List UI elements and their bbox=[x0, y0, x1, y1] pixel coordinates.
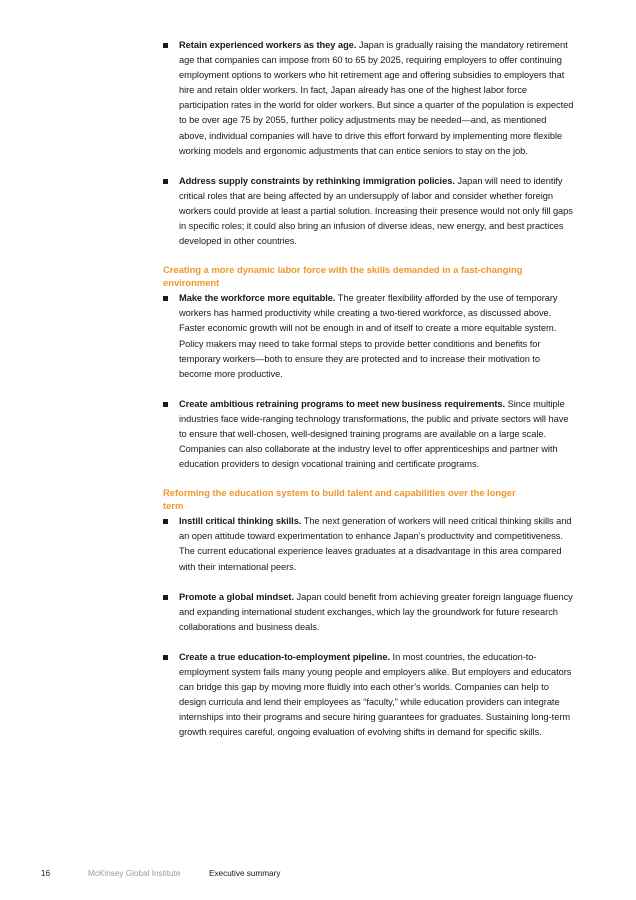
bullet-global-mindset bbox=[163, 590, 575, 635]
publisher-name: McKinsey Global Institute bbox=[88, 869, 181, 878]
bullet-square-icon bbox=[163, 296, 168, 301]
bullet-text: Since multiple industries face wide-ranging technology transformations, the public and private sectors will have to ensure that well-chosen, well-designed training programs are available on a large scale. Companies can also collaborate at the industry level to offer apprenticeships and partner with education providers to design vocational training and certificate programs. bbox=[179, 398, 569, 470]
bullet-retain-workers bbox=[163, 38, 575, 159]
bullet-education-pipeline bbox=[163, 650, 575, 741]
bullet-critical-thinking bbox=[163, 514, 575, 574]
bullet-square-icon bbox=[163, 655, 168, 660]
bullet-text: The next generation of workers will need critical thinking skills and an open attitude toward experimentation to enhance Japan’s productivity and competitiveness. The current educational experience leaves graduates at a disadvantage in this area compared with their international peers. bbox=[179, 516, 572, 572]
bullet-lead: Make the workforce more equitable. bbox=[179, 293, 336, 304]
bullet-lead: Instill critical thinking skills. bbox=[179, 516, 302, 527]
bullet-square-icon bbox=[163, 402, 168, 407]
section-heading-education: Reforming the education system to build talent and capabilities over the longer term bbox=[163, 487, 516, 511]
page-body bbox=[163, 38, 575, 755]
bullet-text: The greater flexibility afforded by the use of temporary workers has harmed productivity while creating a two-tiered workforce, as discussed above. Faster economic growth will not be enough in and of itself to create a more equitable system. Policy makers may need to take formal steps to provide better conditions and benefits for temporary workers—both to ensure they are protected and to increase their motivation to become more productive. bbox=[179, 293, 558, 379]
bullet-immigration bbox=[163, 174, 575, 249]
bullet-square-icon bbox=[163, 519, 168, 524]
bullet-text: Japan could benefit from achieving greater foreign language fluency and expanding international student exchanges, which lay the groundwork for future research collaborations and business deals. bbox=[179, 591, 573, 632]
bullet-square-icon bbox=[163, 43, 168, 48]
bullet-lead: Create a true education-to-employment pipeline. bbox=[179, 651, 390, 662]
bullet-lead: Create ambitious retraining programs to meet new business requirements. bbox=[179, 398, 506, 409]
bullet-text: In most countries, the education-to-employment system fails many young people and employers alike. But employers and educators can bridge this gap by moving more fluidly into each other’s worlds. Companies can help to design curricula and lend their employees as “faculty,” while education providers can integrate internships into their programs and secure hiring guarantees for graduates. Sustaining long-term growth requires careful, ongoing evaluation of evolving shifts in demand for specific skills. bbox=[179, 651, 572, 738]
bullet-square-icon bbox=[163, 595, 168, 600]
page-footer bbox=[0, 868, 636, 880]
bullet-retraining bbox=[163, 397, 575, 472]
bullet-equitable bbox=[163, 291, 575, 382]
section-heading-labor-force: Creating a more dynamic labor force with the skills demanded in a fast-changing environment bbox=[163, 264, 523, 288]
bullet-square-icon bbox=[163, 179, 168, 184]
page-number: 16 bbox=[41, 869, 51, 878]
bullet-lead: Retain experienced workers as they age. bbox=[179, 40, 357, 50]
section-name: Executive summary bbox=[209, 869, 281, 878]
bullet-lead: Promote a global mindset. bbox=[179, 591, 294, 602]
bullet-text: Japan is gradually raising the mandatory retirement age that companies can impose from 60 to 65 by 2025, requiring employers to offer continuing employment options to workers who hit retirement age and offering subsidies to employers that hire and retain older workers. In fact, Japan already has one of the highest labor force participation rates in the world for older workers. But since a quarter of the population is expected to be over age 75 by 2055, further policy adjustments may be needed—and, as mentioned above, individual companies will have to drive this effort forward by implementing more flexible working models and ergonomic adjustments that can entice seniors to stay on the job. bbox=[179, 40, 574, 156]
bullet-lead: Address supply constraints by rethinking immigration policies. bbox=[179, 175, 455, 186]
bullet-text: Japan will need to identify critical roles that are being affected by an undersupply of labor and consider whether foreign workers could provide at least a partial solution. Increasing their presence would not only fill gaps in specific roles; it could also bring an infusion of diverse ideas, new energy, and best practices developed in other countries. bbox=[179, 175, 573, 247]
